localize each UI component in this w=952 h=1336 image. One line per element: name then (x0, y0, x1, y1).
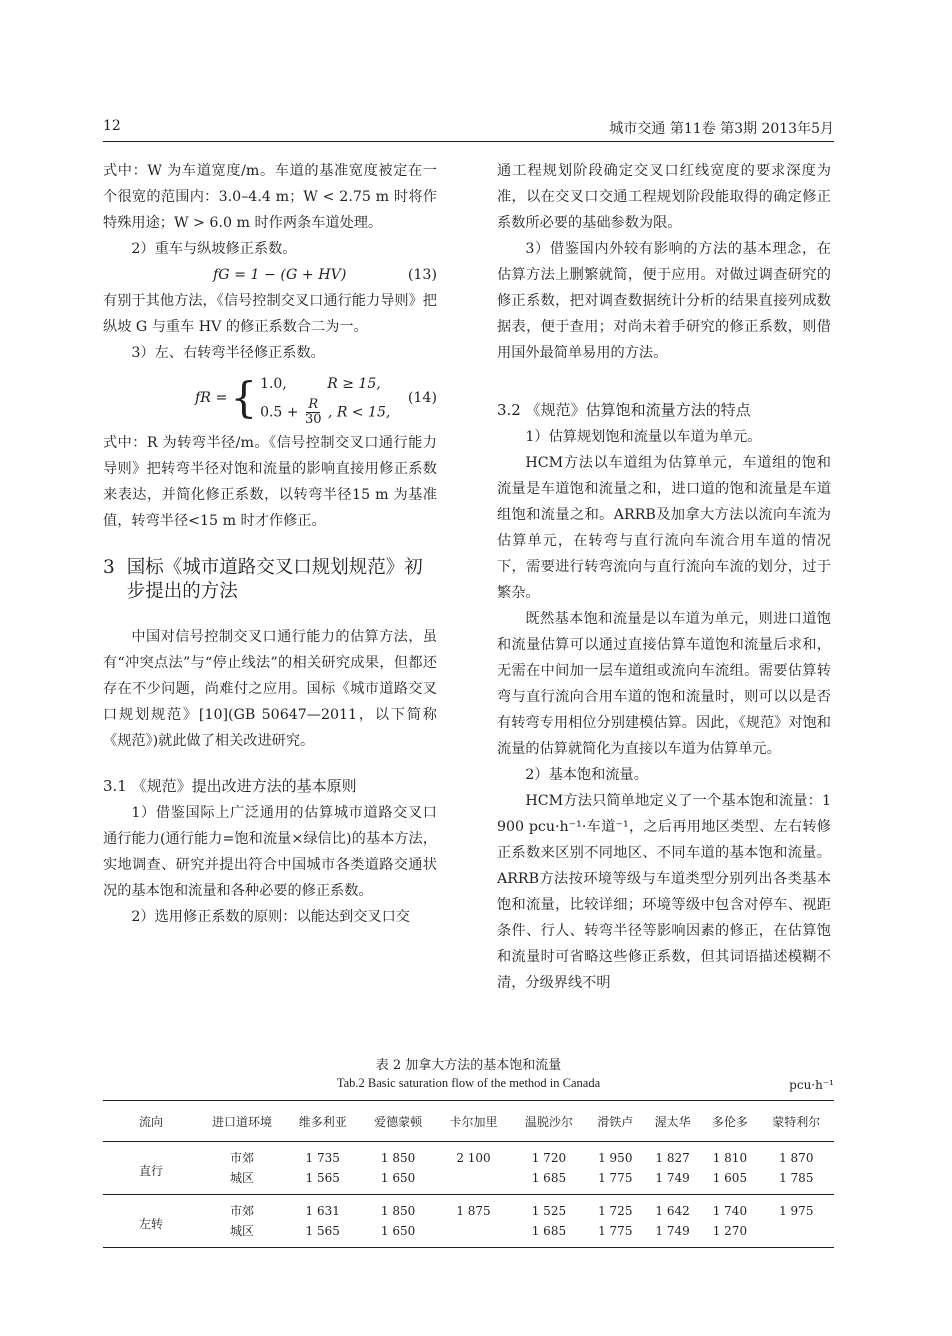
table-caption-en: Tab.2 Basic saturation flow of the method in Canada (336, 1076, 601, 1090)
paragraph: 式中：R 为转弯半径/m。《信号控制交叉口通行能力导则》把转弯半径对饱和流量的影响直接用修正系数来表达，并简化修正系数，以转弯半径15 m 为基准值，转弯半径<15 m 时才作修正。 (103, 435, 437, 529)
equation-formula: fG = 1 − (G + HV) (213, 267, 347, 283)
env-cell: 城区 (229, 1171, 254, 1185)
column-header: 蒙特利尔 (772, 1114, 821, 1129)
table-cell: 1 785 (779, 1171, 814, 1185)
column-header: 渥太华 (654, 1114, 691, 1129)
table-cell: 1 775 (598, 1224, 633, 1238)
table-cell: 1 725 (598, 1204, 633, 1218)
table-cell: 1 605 (712, 1171, 748, 1185)
page-number: 12 (103, 118, 121, 134)
table-cell: 1 870 (779, 1151, 814, 1165)
column-header: 温脱沙尔 (524, 1114, 573, 1129)
table-cell: 1 650 (380, 1224, 416, 1238)
env-cell: 市郊 (229, 1204, 254, 1218)
subsection-heading: 3.2 《规范》估算饱和流量方法的特点 (497, 401, 751, 419)
table-cell: 1 775 (598, 1171, 633, 1185)
table-cell: 1 850 (380, 1151, 416, 1165)
table-cell: 1 650 (380, 1171, 416, 1185)
table-cell: 1 975 (779, 1204, 814, 1218)
table-cell: 1 685 (531, 1224, 567, 1238)
list-item: 3）借鉴国内外较有影响的方法的基本理念，在估算方法上删繁就简，便于应用。对做过调查研究的修正系数，把对调查数据统计分析的结果直接列成数据表，便于查用；对尚未着手研究的修正系数，则借用国外最简单易用的方法。 (497, 241, 831, 361)
paragraph: HCM方法以车道组为估算单元，车道组的饱和流量是车道饱和流量之和，进口道的饱和流量是车道组饱和流量之和。ARRB及加拿大方法以流向车流为估算单元，在转弯与直行流向车流合用车道的情况下，需要进行转弯流向与直行流向车流的划分，过于繁杂。 (497, 455, 831, 601)
equation-13 (103, 262, 437, 288)
list-item: 2）重车与纵坡修正系数。 (131, 241, 297, 257)
column-header: 进口道环境 (211, 1114, 272, 1129)
table-cell: 1 720 (531, 1151, 567, 1165)
column-header: 维多利亚 (298, 1114, 347, 1129)
table-cell: 1 827 (655, 1151, 690, 1165)
equation-lhs: fR = (195, 390, 228, 406)
table-unit: pcu·h⁻¹ (789, 1078, 834, 1092)
case2-prefix: 0.5 + (260, 404, 299, 420)
header-rule (103, 141, 834, 142)
table-cell: 1 740 (712, 1204, 748, 1218)
table-cell: 1 875 (456, 1204, 491, 1218)
list-item: 1）估算规划饱和流量以车道为单元。 (525, 429, 762, 445)
column-header: 爱德蒙顿 (374, 1114, 423, 1129)
section-number: 3 (103, 557, 115, 578)
case2-condition: , R < 15, (327, 404, 391, 420)
table-cell: 1 685 (531, 1171, 567, 1185)
fraction-denominator: 30 (304, 411, 322, 427)
list-item: 2）选用修正系数的原则：以能达到交叉口交 (131, 909, 410, 925)
direction-cell: 直行 (138, 1164, 163, 1178)
env-cell: 市郊 (229, 1151, 254, 1165)
table-cell: 1 565 (305, 1224, 340, 1238)
fraction-numerator: R (308, 396, 319, 412)
table-cell: 1 735 (305, 1151, 340, 1165)
section-heading (103, 556, 437, 604)
list-item: 1）借鉴国际上广泛通用的估算城市道路交叉口通行能力(通行能力=饱和流量×绿信比)的基本方法，实地调查、研究并提出符合中国城市各类道路交通状况的基本饱和流量和各种必要的修正系数。 (103, 805, 437, 899)
table-row (103, 1168, 834, 1195)
brace-symbol: { (230, 373, 258, 422)
section-title: 国标《城市道路交叉口规划规范》初步提出的方法 (126, 557, 423, 602)
fraction (305, 398, 322, 427)
left-column (103, 158, 437, 930)
column-header: 多伦多 (711, 1114, 748, 1129)
list-item: 3）左、右转弯半径修正系数。 (131, 345, 325, 361)
table-cell: 1 631 (305, 1204, 340, 1218)
table-cell (436, 1221, 511, 1248)
paragraph: 有别于其他方法，《信号控制交叉口通行能力导则》把纵坡 G 与重车 HV 的修正系数合二为一。 (103, 293, 437, 335)
table-cell (436, 1168, 511, 1195)
direction-cell: 左转 (138, 1217, 163, 1231)
paragraph: 既然基本饱和流量是以车道为单元，则进口道饱和流量估算可以通过直接估算车道饱和流量后求和，无需在中间加一层车道组或流向车流组。需要估算转弯与直行流向合用车道的饱和流量时，则可以以是否有转弯专用相位分别建模估算。因此，《规范》对饱和流量的估算就简化为直接以车道为估算单元。 (497, 611, 831, 757)
paragraph: 中国对信号控制交叉口通行能力的估算方法，虽有“冲突点法”与“停止线法”的相关研究成果，但都还存在不少问题，尚难付之应用。国标《城市道路交叉口规划规范》[10](GB 50647—2011，以下简称《规范》)就此做了相关改进研究。 (103, 629, 437, 749)
paragraph: 式中：W 为车道宽度/m。车道的基准宽度被定在一个很宽的范围内：3.0–4.4 m；W < 2.75 m 时将作特殊用途；W > 6.0 m 时作两条车道处理。 (103, 163, 437, 231)
case1-value: 1.0, (260, 375, 287, 392)
subsection-heading: 3.1 《规范》提出改进方法的基本原则 (103, 777, 357, 795)
table-cell: 1 850 (380, 1204, 416, 1218)
case1-condition: R ≥ 15, (327, 375, 381, 392)
paragraph: HCM方法只简单地定义了一个基本饱和流量：1 900 pcu·h⁻¹·车道⁻¹，之后再用地区类型、左右转修正系数来区别不同地区、不同车道的基本饱和流量。ARRB方法按环境等级与车道类型分别列出各类基本饱和流量，比较详细；环境等级中包含对停车、视距条件、行人、转弯半径等影响因素的修正，在估算饱和流量时可省略这些修正系数，但其词语描述模糊不清，分级界线不明 (497, 793, 831, 991)
table-cell: 1 950 (598, 1151, 633, 1165)
journal-info: 城市交通 第11卷 第3期 2013年5月 (609, 121, 834, 137)
table-cell: 1 749 (655, 1171, 690, 1185)
equation-14 (103, 366, 437, 430)
table-cell: 1 565 (305, 1171, 340, 1185)
paragraph: 通工程规划阶段确定交叉口红线宽度的要求深度为准，以在交叉口交通工程规划阶段能取得的确定修正系数所必要的基础参数为限。 (497, 163, 831, 231)
env-cell: 城区 (229, 1224, 254, 1238)
table-cell: 1 642 (655, 1204, 690, 1218)
table-caption-cn: 表 2 加拿大方法的基本饱和流量 (375, 1058, 562, 1073)
column-header: 滑铁卢 (597, 1114, 634, 1129)
right-column (497, 158, 831, 996)
equation-number: (14) (407, 390, 437, 406)
table-row (103, 1195, 834, 1222)
table-cell: 2 100 (456, 1151, 491, 1165)
table-cell: 1 525 (531, 1204, 567, 1218)
table-row (103, 1142, 834, 1169)
table-cell: 1 749 (655, 1224, 690, 1238)
table-cell: 1 810 (712, 1151, 748, 1165)
table-cell (759, 1221, 834, 1248)
list-item: 2）基本饱和流量。 (525, 767, 648, 783)
column-header: 流向 (138, 1114, 163, 1129)
table-cell: 1 270 (712, 1224, 748, 1238)
column-header: 卡尔加里 (449, 1114, 498, 1129)
equation-number: (13) (407, 267, 437, 283)
table-header-row (103, 1101, 834, 1142)
table-row (103, 1221, 834, 1248)
saturation-flow-table (103, 1100, 834, 1248)
